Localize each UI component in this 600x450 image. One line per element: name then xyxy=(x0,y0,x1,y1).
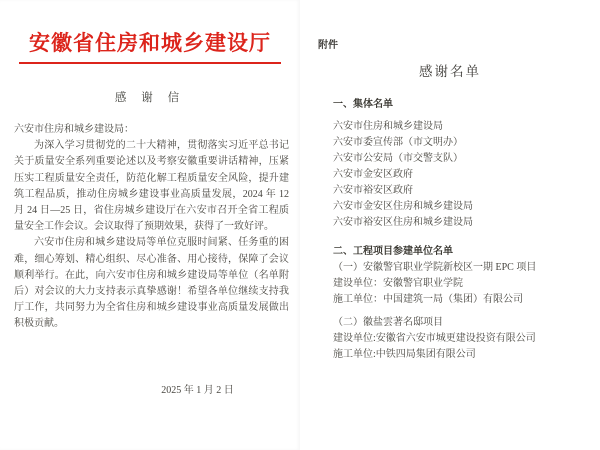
letter-salutation: 六安市住房和城乡建设局： xyxy=(14,124,134,135)
project-1-builder: 建设单位：安徽警官职业学院 xyxy=(333,278,463,289)
project-2-builder: 建设单位:安徽省六安市城更建设投资有限公司 xyxy=(333,333,536,344)
org-list-item: 六安市公安局（市交警支队） xyxy=(333,153,463,164)
project-2-contractor: 施工单位:中铁四局集团有限公司 xyxy=(333,349,476,360)
project-1-contractor: 施工单位：中国建筑一局（集团）有限公司 xyxy=(333,294,523,305)
appendix-page xyxy=(300,0,600,450)
org-list-item: 六安市委宣传部（市文明办） xyxy=(333,137,463,148)
letter-date: 2025 年 1 月 2 日 xyxy=(161,385,234,396)
letter-paragraph-1: 为深入学习贯彻党的二十大精神，贯彻落实习近平总书记关于质量安全系列重要论述以及考察安徽重要讲话精神，压紧压实工程质量安全责任，防范化解工程质量安全风险，提升建筑工程品质，推动住房城乡建设事业高质量发展，2024 年 12 月 24 日—25 日，省住房城乡建设厅在六安市召开全省工程质量安全工作会议。会议取得了预期效果，获得了一致好评。 xyxy=(14,140,289,233)
letter-body xyxy=(14,122,289,333)
appendix-title: 感谢名单 xyxy=(419,64,481,79)
section-2-heading: 二、工程项目参建单位名单 xyxy=(333,246,453,257)
org-list-item: 六安市住房和城乡建设局 xyxy=(333,121,443,132)
appendix-list xyxy=(333,97,588,363)
org-list-item: 六安市金安区政府 xyxy=(333,169,413,180)
project-1 xyxy=(333,260,588,308)
org-list-item: 六安市金安区住房和城乡建设局 xyxy=(333,201,473,212)
letterhead-rule xyxy=(19,62,281,64)
project-1-name: （一）安徽警官职业学院新校区一期 EPC 项目 xyxy=(333,262,537,273)
attachment-label: 附件 xyxy=(318,40,338,51)
project-2-name: （二）徽盐雲著名邸项目 xyxy=(333,317,443,328)
project-2 xyxy=(333,315,588,363)
letter-paragraph-2: 六安市住房和城乡建设局等单位克服时间紧、任务重的困难，细心筹划、精心组织、尽心准备、用心接待，保障了会议顺利举行。在此，向六安市住房和城乡建设局等单位（名单附后）对会议的大力支持表示真挚感谢！希望各单位继续支持我厅工作，共同努力为全省住房和城乡建设事业高质量发展做出积极贡献。 xyxy=(14,237,289,330)
org-list xyxy=(333,119,588,231)
org-list-item: 六安市裕安区住房和城乡建设局 xyxy=(333,217,473,228)
section-1-heading: 一、集体名单 xyxy=(333,99,393,110)
org-list-item: 六安市裕安区政府 xyxy=(333,185,413,196)
letterhead-title: 安徽省住房和城乡建设厅 xyxy=(29,31,271,55)
letter-title: 感 谢 信 xyxy=(114,92,186,104)
